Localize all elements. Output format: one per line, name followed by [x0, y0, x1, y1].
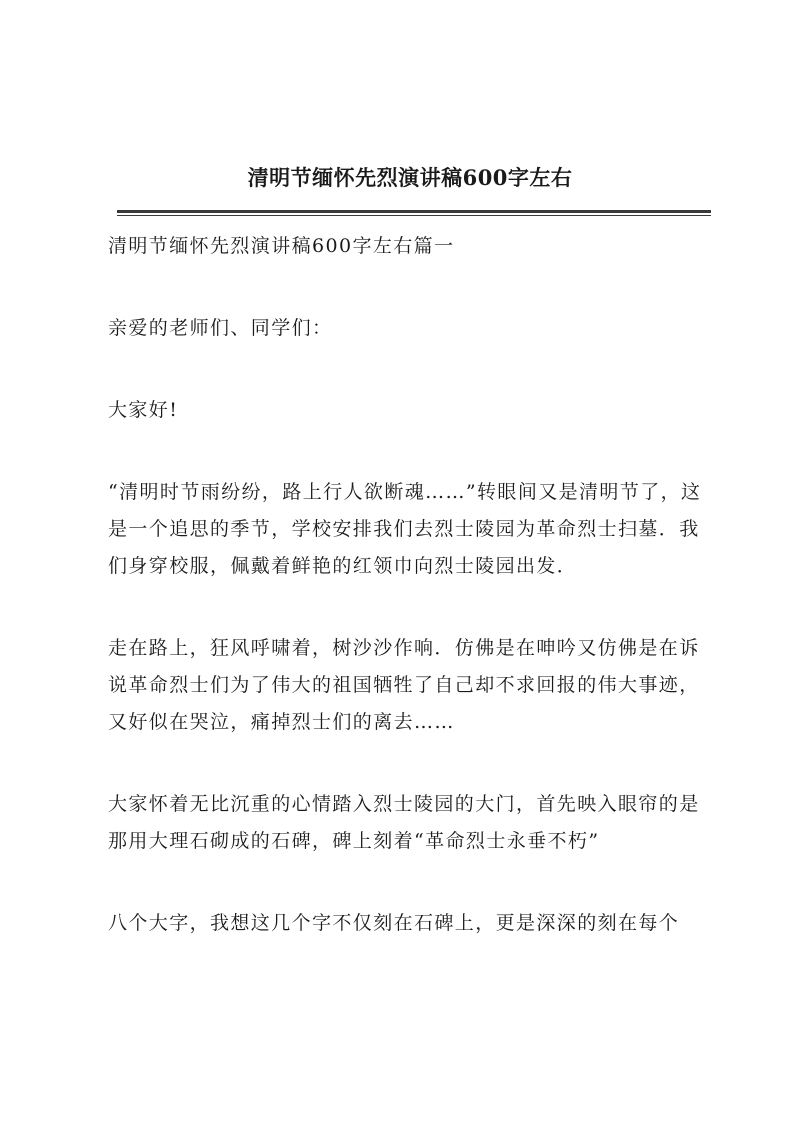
- document-title: 清明节缅怀先烈演讲稿600字左右: [247, 165, 573, 190]
- greeting: 大家好!: [108, 399, 179, 421]
- paragraph: 走在路上，狂风呼啸着，树沙沙作响．仿佛是在呻吟又仿佛是在诉说革命烈士们为了伟大的祖国牺牲了自己却不求回报的伟大事迹，又好似在哭泣，痛掉烈士们的离去……: [108, 637, 700, 733]
- paragraph: 大家怀着无比沉重的心情踏入烈士陵园的大门，首先映入眼帘的是那用大理石砌成的石碑，碑上刻着“革命烈士永垂不朽”: [108, 793, 700, 852]
- section-heading: 清明节缅怀先烈演讲稿600字左右篇一: [108, 235, 455, 257]
- title-divider-thick: [117, 210, 711, 213]
- title-divider-thin: [117, 215, 711, 216]
- document-body: [108, 228, 712, 942]
- salutation: 亲爱的老师们、同学们：: [108, 317, 333, 339]
- paragraph: 八个大字，我想这几个字不仅刻在石碑上，更是深深的刻在每个: [108, 912, 680, 934]
- paragraph: “清明时节雨纷纷，路上行人欲断魂……”转眼间又是清明节了，这是一个追思的季节，学校安排我们去烈士陵园为革命烈士扫墓．我们身穿校服，佩戴着鲜艳的红领巾向烈士陵园出发．: [108, 481, 702, 577]
